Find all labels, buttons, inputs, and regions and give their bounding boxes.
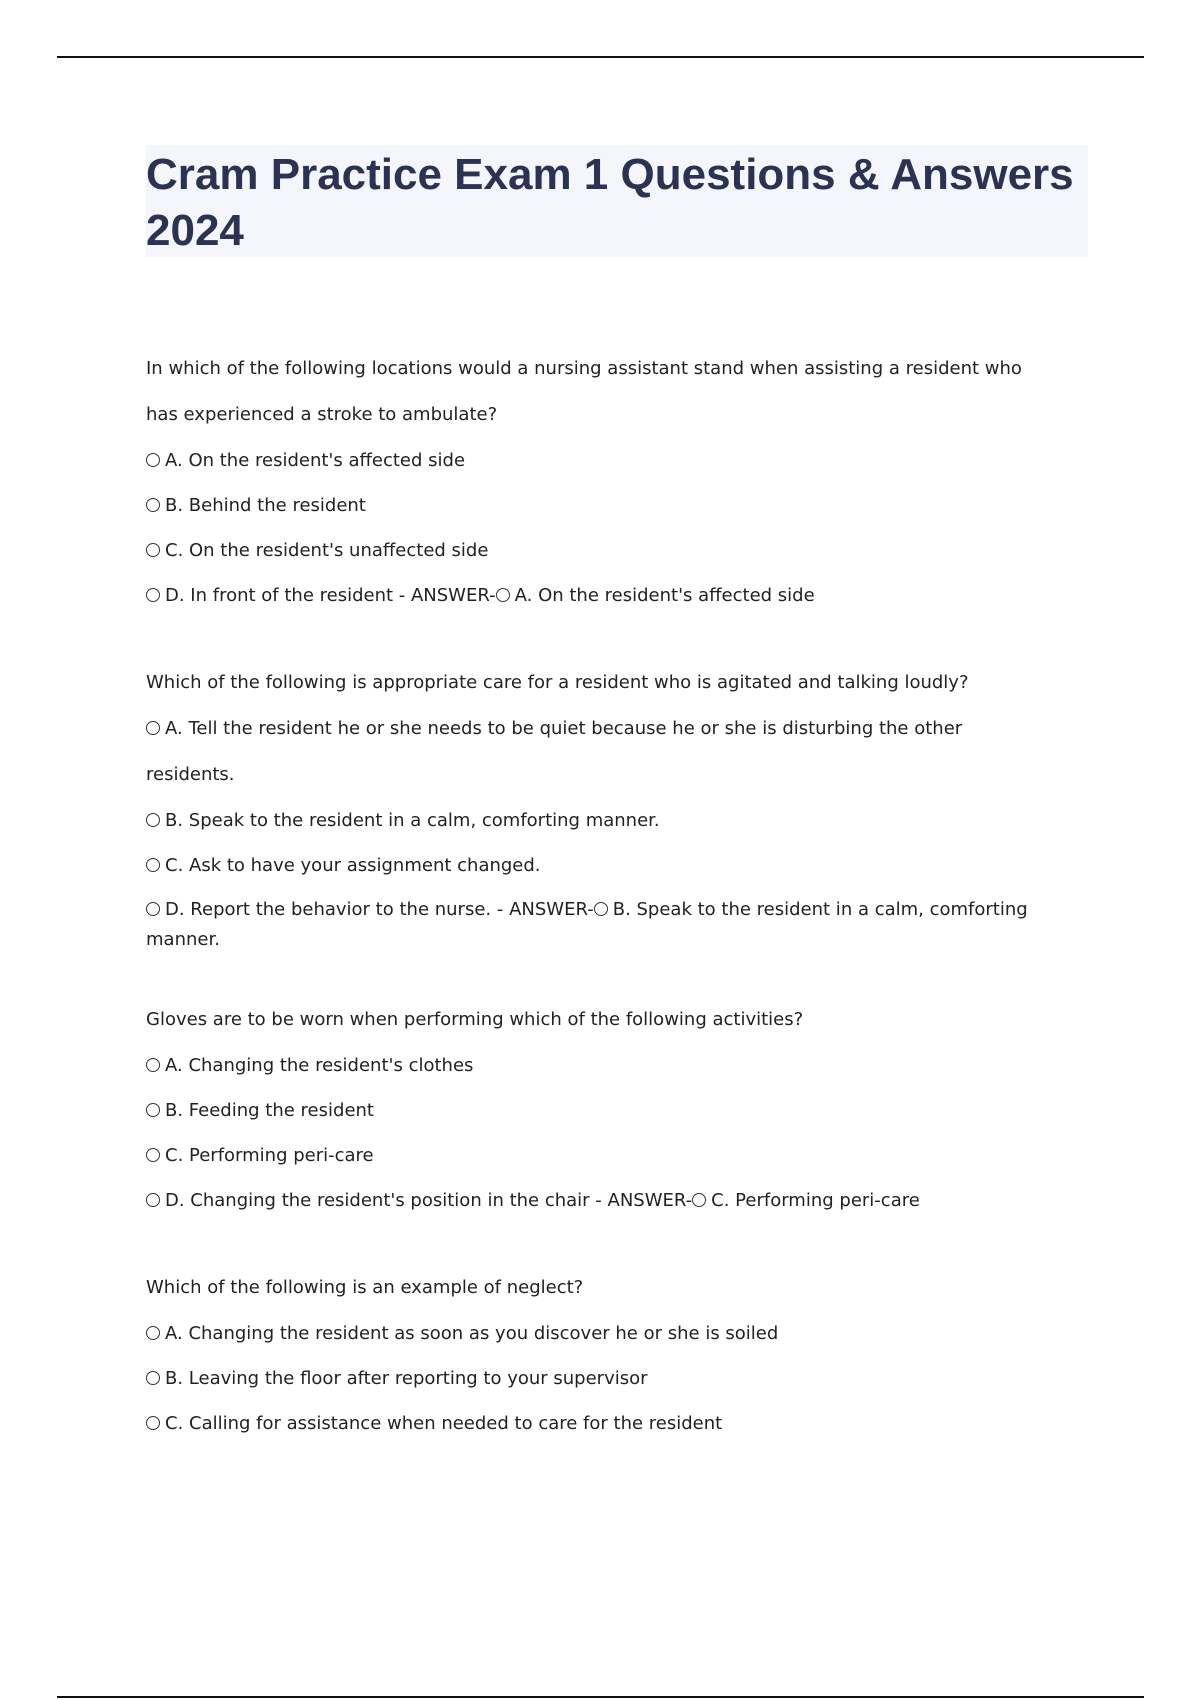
radio-circle-icon: [146, 1103, 160, 1117]
question-prompt: Which of the following is appropriate care for a resident who is agitated and talking loudly?: [146, 672, 969, 693]
option-c: [146, 528, 1046, 573]
radio-circle-icon: [496, 588, 510, 602]
questions-list: [146, 346, 1046, 1488]
option-b: [146, 1088, 1046, 1133]
option-b: [146, 483, 1046, 528]
option-a: [146, 706, 1046, 798]
option-text: A. Tell the resident he or she needs to be quiet because he or she is disturbing the other residents.: [146, 718, 963, 785]
radio-circle-icon: [692, 1193, 706, 1207]
answer-text: B. Speak to the resident in a calm, comforting manner.: [146, 899, 1028, 950]
radio-circle-icon: [146, 1371, 160, 1385]
option-text: A. Changing the resident as soon as you discover he or she is soiled: [165, 1323, 779, 1344]
radio-circle-icon: [594, 902, 608, 916]
option-text: B. Feeding the resident: [165, 1100, 374, 1121]
option-text: C. On the resident's unaffected side: [165, 540, 489, 561]
option-b: [146, 1356, 1046, 1401]
top-rule: [57, 56, 1144, 58]
radio-circle-icon: [146, 813, 160, 827]
radio-circle-icon: [146, 1193, 160, 1207]
radio-circle-icon: [146, 721, 160, 735]
option-text: B. Leaving the floor after reporting to your supervisor: [165, 1368, 648, 1389]
option-text: A. Changing the resident's clothes: [165, 1055, 474, 1076]
title-block: [146, 145, 1088, 257]
option-b: [146, 798, 1046, 843]
option-c: [146, 1401, 1046, 1446]
bottom-rule: [57, 1696, 1144, 1698]
radio-circle-icon: [146, 858, 160, 872]
option-d-with-answer: [146, 573, 1046, 618]
radio-circle-icon: [146, 588, 160, 602]
radio-circle-icon: [146, 902, 160, 916]
radio-circle-icon: [146, 543, 160, 557]
question-2: [146, 660, 1046, 955]
option-text: A. On the resident's affected side: [165, 450, 466, 471]
option-text: B. Behind the resident: [165, 495, 366, 516]
option-a: [146, 438, 1046, 483]
option-c: [146, 843, 1046, 888]
answer-text: A. On the resident's affected side: [514, 585, 815, 606]
option-d-with-answer: [146, 1178, 1046, 1223]
option-text: D. Changing the resident's position in the chair - ANSWER-: [165, 1190, 693, 1211]
radio-circle-icon: [146, 453, 160, 467]
option-a: [146, 1311, 1046, 1356]
option-text: C. Calling for assistance when needed to care for the resident: [165, 1413, 723, 1434]
option-text: C. Ask to have your assignment changed.: [165, 855, 541, 876]
radio-circle-icon: [146, 1416, 160, 1430]
question-4: [146, 1265, 1046, 1446]
option-c: [146, 1133, 1046, 1178]
radio-circle-icon: [146, 498, 160, 512]
option-text: D. Report the behavior to the nurse. - ANSWER-: [165, 899, 594, 920]
option-d-with-answer: [146, 888, 1046, 955]
question-prompt: Which of the following is an example of neglect?: [146, 1277, 584, 1298]
option-text: C. Performing peri-care: [165, 1145, 374, 1166]
question-1: [146, 346, 1046, 618]
option-a: [146, 1043, 1046, 1088]
radio-circle-icon: [146, 1148, 160, 1162]
option-text: B. Speak to the resident in a calm, comforting manner.: [165, 810, 660, 831]
question-prompt: Gloves are to be worn when performing which of the following activities?: [146, 1009, 804, 1030]
radio-circle-icon: [146, 1326, 160, 1340]
radio-circle-icon: [146, 1058, 160, 1072]
option-text: D. In front of the resident - ANSWER-: [165, 585, 496, 606]
question-3: [146, 997, 1046, 1223]
question-prompt: In which of the following locations would a nursing assistant stand when assisting a resident who has experienced a stroke to ambulate?: [146, 358, 1022, 425]
answer-text: C. Performing peri-care: [711, 1190, 920, 1211]
page-title: Cram Practice Exam 1 Questions & Answers 2024: [146, 150, 1074, 255]
